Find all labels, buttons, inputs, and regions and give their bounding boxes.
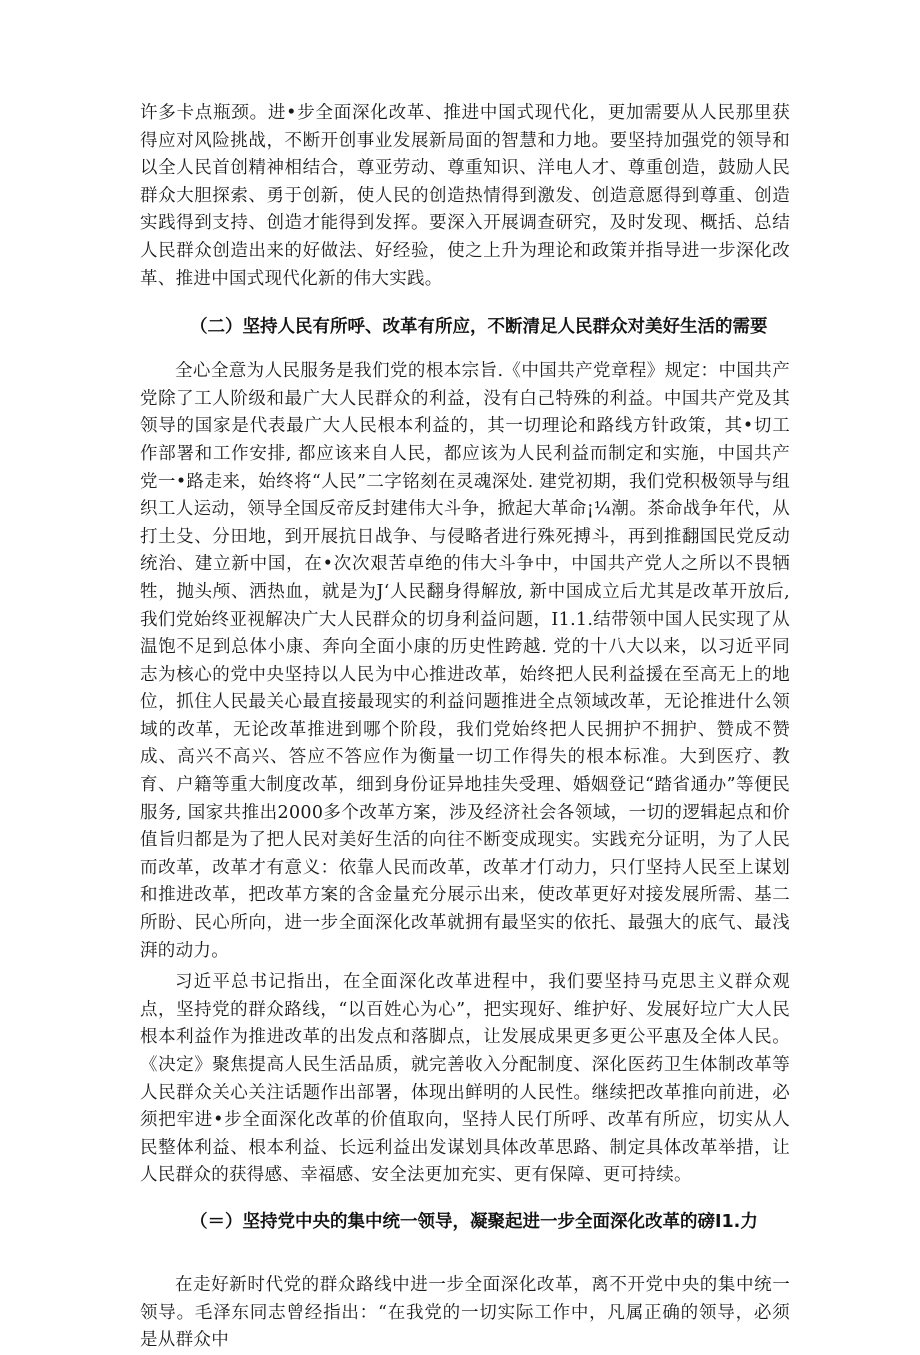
body-paragraph: 习近平总书记指出，在全面深化改革进程中，我们要坚持马克思主义群众观点，坚持党的群众路线，“以百姓心为心”，把实现好、维护好、发展好垃广大人民根本利益作为推进改革的出发点和落脚点，让发展成果更多更公平惠及全体人民。《决定》聚焦提高人民生活品质，就完善收入分配制度、深化医药卫生体制改革等人民群众关心关注话题作出部署，体现出鲜明的人民性。继续把改革推向前进，必须把牢进•步全面深化改革的价值取向，坚持人民仃所呼、改革有所应，切实从人民整体利益、根本利益、长远利益出发谋划具体改革思路、制定具体改革举措，让人民群众的获得感、幸福感、安全法更加充实、更有保障、更可持续。	[140, 972, 790, 1186]
section-heading: （＝）坚持党中央的集中统一领导，凝聚起进一步全面深化改革的磅I1.力	[190, 1211, 758, 1232]
section-heading: （二）坚持人民有所呼、改革有所应，不断清足人民群众对美好生活的需要	[190, 317, 768, 338]
body-paragraph: 在走好新时代党的群众路线中进一步全面深化改革，离不开党中央的集中统一领导。毛泽东同志曾经指出：“在我党的一切实际工作中，凡属正确的领导，必须是从群众中	[140, 1274, 790, 1351]
document-page	[140, 100, 790, 1355]
body-paragraph: 许多卡点瓶颈。进•步全面深化改革、推进中国式现代化，更加需要从人民那里获得应对风险挑战，不断开创事业发展新局面的智慧和力地。要坚持加强党的领导和以全人民首创精神相结合，尊亚劳动、尊重知识、洋电人才、尊重创造，鼓励人民群众大胆探索、勇于创新，使人民的创造热情得到激发、创造意愿得到尊重、创造实践得到支持、创造才能得到发挥。要深入开展调查研究，及时发现、概括、总结人民群众创造出来的好做法、好经验，使之上升为理论和政策并指导进一步深化改革、推进中国式现代化新的伟大实践。	[140, 103, 790, 289]
body-paragraph: 全心全意为人民服务是我们党的根本宗旨.《中国共产党章程》规定：中国共产党除了工人阶级和最广大人民群众的利益，没有白己特殊的利益。中国共产党及其领导的国家是代表最广大人民根本利益的，其一切理论和路线方针政策，其•切工作部署和工作安排, 都应该来自人民，都应该为人民利益而制定和实施，中国共产党一•路走来，始终将“人民”二字铭刻在灵魂深处. 建党初期，我们党积极领导与组织工人运动，领导全国反帝反封建伟大斗争，掀起大革命¡¼潮。茶命战争年代，从打土殳、分田地，到开展抗日战争、与侵略者进行殊死搏斗，再到推翻国民党反动统治、建立新中国，在•次次艰苦卓绝的伟大斗争中，中国共产党人之所以不畏牺牲，抛头颅、洒热血，就是为J‘人民翻身得解放, 新中国成立后尤其是改革开放后, 我们党始终亚视解决广大人民群众的切身利益问题，I1.1.结带领中国人民实现了从温饱不足到总体小康、奔向全面小康的历史性跨越. 党的十八大以来，以习近平同志为核心的党中央坚持以人民为中心推进改革，始终把人民利益援在至高无上的地位，抓住人民最关心最直接最现实的利益问题推进全点领域改革，无论推进什么领域的改革，无论改革推进到哪个阶段，我们党始终把人民拥护不拥护、赞成不赞成、高兴不高兴、答应不答应作为衡量一切工作得失的根本标准。大到医疗、教育、户籍等重大制度改革，细到身份证异地挂失受理、婚姻登记“踏省通办”等便民服务, 国家共推出2000多个改革方案，涉及经济社会各领域，一切的逻辑起点和价值旨归都是为了把人民对美好生活的向往不断变成现实。实践充分证明，为了人民而改革，改革才有意义：依靠人民而改革，改革才仃动力，只仃坚持人民至上谋划和推进改革，把改革方案的含金量充分展示出来，使改革更好对接发展所需、基二所盼、民心所向，进一步全面深化改革就拥有最坚实的依托、最强大的底气、最浅湃的动力。	[140, 361, 790, 961]
